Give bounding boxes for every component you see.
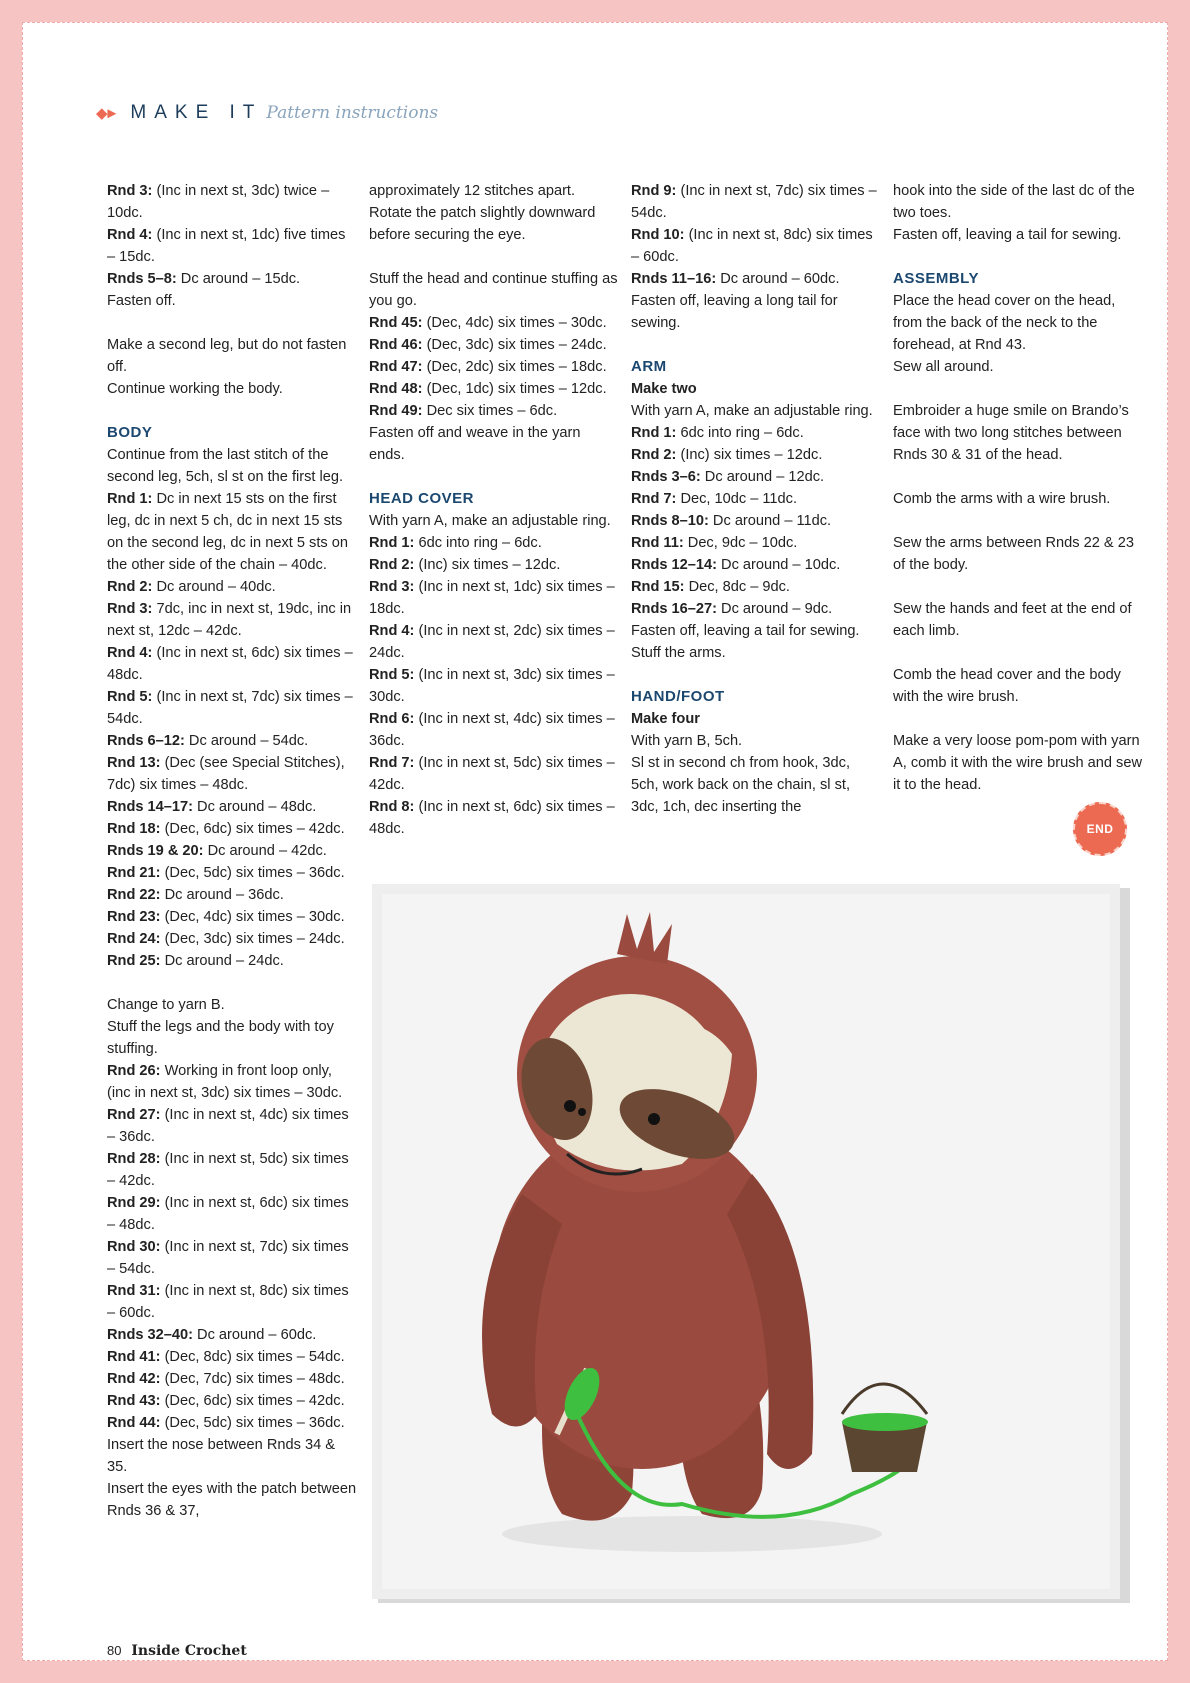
pattern-line (107, 488, 357, 576)
round-label: Rnd 3: (107, 601, 153, 617)
round-label: Rnd 9: (631, 183, 677, 199)
instruction-text: Change to yarn B. (107, 997, 225, 1013)
pattern-line (107, 950, 357, 972)
instruction-text: Fasten off, leaving a long tail for sewing. (631, 293, 838, 331)
instruction-text: hook into the side of the last dc of the two toes. (893, 183, 1135, 221)
pattern-line (107, 334, 357, 378)
paragraph-gap (107, 972, 357, 994)
pattern-line (107, 444, 357, 488)
pattern-line (369, 378, 619, 400)
instruction-text: Dc around – 15dc. (176, 271, 301, 287)
instruction-text: Dc around – 36dc. (160, 887, 284, 903)
instruction-text: (Inc in next st, 4dc) six times – 36dc. (107, 1107, 349, 1145)
pattern-line (631, 730, 881, 752)
instruction-text: Sew the hands and feet at the end of each limb. (893, 601, 1132, 639)
pattern-line (631, 488, 881, 510)
instruction-text: (Dec, 6dc) six times – 42dc. (160, 1393, 345, 1409)
section-subtitle: Pattern instructions (266, 103, 439, 123)
subheading: Make two (631, 381, 697, 397)
round-label: Rnd 29: (107, 1195, 161, 1211)
instruction-text: 6dc into ring – 6dc. (414, 535, 542, 551)
section-heading: HEAD COVER (369, 490, 475, 507)
pattern-line (107, 1346, 357, 1368)
round-label: Rnd 4: (369, 623, 415, 639)
pattern-line (631, 180, 881, 224)
pattern-line (107, 1280, 357, 1324)
instruction-text: Dec six times – 6dc. (422, 403, 558, 419)
instruction-text: Stuff the legs and the body with toy stuffing. (107, 1019, 334, 1057)
pattern-line (893, 664, 1143, 708)
instruction-text: Dc around – 48dc. (192, 799, 317, 815)
instruction-text: 7dc, inc in next st, 19dc, inc in next st, 12dc – 42dc. (107, 601, 352, 639)
round-label: Rnd 2: (107, 579, 153, 595)
page-number: 80 (107, 1643, 122, 1658)
round-label: Rnd 10: (631, 227, 685, 243)
round-label: Rnd 42: (107, 1371, 161, 1387)
round-label: Rnd 27: (107, 1107, 161, 1123)
instruction-text: (Inc in next st, 7dc) six times – 54dc. (107, 689, 353, 727)
instruction-text: (Inc in next st, 6dc) six times – 48dc. (369, 799, 615, 837)
instruction-text: (Dec, 2dc) six times – 18dc. (422, 359, 607, 375)
sloth-illustration (382, 894, 1110, 1589)
round-label: Rnds 12–14: (631, 557, 717, 573)
arrow-icon: ◆► (96, 105, 117, 122)
pattern-line (369, 554, 619, 576)
instruction-text: Fasten off. (107, 293, 176, 309)
instruction-text: Sew the arms between Rnds 22 & 23 of the body. (893, 535, 1134, 573)
round-label: Rnd 31: (107, 1283, 161, 1299)
pattern-line (107, 1060, 357, 1104)
instruction-text: (Inc) six times – 12dc. (676, 447, 823, 463)
paragraph-gap (107, 312, 357, 334)
instruction-text: (Inc in next st, 5dc) six times – 42dc. (369, 755, 615, 793)
round-label: Rnd 21: (107, 865, 161, 881)
pattern-line (107, 1478, 357, 1522)
round-label: Rnd 24: (107, 931, 161, 947)
instruction-text: (Dec, 3dc) six times – 24dc. (160, 931, 345, 947)
page-footer (107, 1642, 247, 1659)
round-label: Rnd 47: (369, 359, 423, 375)
instruction-text: Dc around – 24dc. (160, 953, 284, 969)
instruction-text: Comb the head cover and the body with the wire brush. (893, 667, 1121, 705)
pattern-line (631, 510, 881, 532)
round-label: Rnds 3–6: (631, 469, 701, 485)
instruction-text: Dc in next 15 sts on the first leg, dc in next 5 ch, dc in next 15 sts on the second leg, dc in next 5 sts on the other side of the chain – 40dc. (107, 491, 348, 573)
pattern-line (107, 818, 357, 840)
pattern-line (107, 642, 357, 686)
pattern-line (631, 620, 881, 642)
round-label: Rnd 28: (107, 1151, 161, 1167)
round-label: Rnd 1: (369, 535, 415, 551)
paragraph-gap (893, 378, 1143, 400)
round-label: Rnd 49: (369, 403, 423, 419)
round-label: Rnd 4: (107, 227, 153, 243)
instruction-text: (Inc in next st, 7dc) six times – 54dc. (107, 1239, 349, 1277)
end-badge: END (1073, 802, 1127, 856)
instruction-text: Fasten off, leaving a tail for sewing. (893, 227, 1122, 243)
round-label: Rnds 16–27: (631, 601, 717, 617)
instruction-text: (Inc in next st, 6dc) six times – 48dc. (107, 645, 353, 683)
round-label: Rnd 15: (631, 579, 685, 595)
pattern-line (107, 378, 357, 400)
instruction-text: Make a second leg, but do not fasten off. (107, 337, 347, 375)
instruction-text: (Dec, 4dc) six times – 30dc. (422, 315, 607, 331)
instruction-text: Dc around – 54dc. (184, 733, 309, 749)
pattern-line (369, 334, 619, 356)
instruction-text: Dc around – 40dc. (152, 579, 276, 595)
round-label: Rnd 22: (107, 887, 161, 903)
instruction-text: Working in front loop only, (inc in next st, 3dc) six times – 30dc. (107, 1063, 343, 1101)
pattern-line (631, 598, 881, 620)
pattern-line (631, 224, 881, 268)
text-column-4 (893, 180, 1143, 796)
pattern-line (107, 1016, 357, 1060)
instruction-text: Dec, 8dc – 9dc. (684, 579, 790, 595)
pattern-line (107, 598, 357, 642)
instruction-text: Place the head cover on the head, from the back of the neck to the forehead, at Rnd 43. (893, 293, 1116, 353)
instruction-text: With yarn A, make an adjustable ring. (369, 513, 611, 529)
pattern-line (369, 796, 619, 840)
instruction-text: Comb the arms with a wire brush. (893, 491, 1111, 507)
pattern-line (631, 290, 881, 334)
pattern-line (631, 554, 881, 576)
round-label: Rnd 6: (369, 711, 415, 727)
instruction-text: Stuff the arms. (631, 645, 726, 661)
instruction-text: (Inc in next st, 4dc) six times – 36dc. (369, 711, 615, 749)
pattern-line (107, 180, 357, 224)
instruction-text: Insert the nose between Rnds 34 & 35. (107, 1437, 335, 1475)
round-label: Rnds 8–10: (631, 513, 709, 529)
paragraph-gap (893, 708, 1143, 730)
round-label: Rnd 3: (369, 579, 415, 595)
pattern-line (893, 730, 1143, 796)
pattern-line (893, 180, 1143, 224)
instruction-text: (Dec, 5dc) six times – 36dc. (160, 865, 345, 881)
pattern-line (631, 532, 881, 554)
round-label: Rnd 43: (107, 1393, 161, 1409)
pattern-line (107, 884, 357, 906)
instruction-text: (Inc in next st, 1dc) six times – 18dc. (369, 579, 615, 617)
round-label: Rnd 11: (631, 535, 684, 551)
pattern-line (631, 642, 881, 664)
round-label: Rnd 3: (107, 183, 153, 199)
round-label: Rnd 4: (107, 645, 153, 661)
paragraph-gap (893, 576, 1143, 598)
pattern-line (893, 488, 1143, 510)
instruction-text: Sl st in second ch from hook, 3dc, 5ch, work back on the chain, sl st, 3dc, 1ch, dec inserting the (631, 755, 851, 815)
pattern-line (369, 576, 619, 620)
pattern-line (107, 1324, 357, 1346)
round-label: Rnd 13: (107, 755, 161, 771)
pattern-line (893, 356, 1143, 378)
pattern-line (631, 400, 881, 422)
paragraph-gap (893, 466, 1143, 488)
instruction-text: (Inc in next st, 5dc) six times – 42dc. (107, 1151, 349, 1189)
pattern-line (631, 268, 881, 290)
pattern-line (107, 1434, 357, 1478)
round-label: Rnd 46: (369, 337, 423, 353)
round-label: Rnd 44: (107, 1415, 161, 1431)
instruction-text: Stuff the head and continue stuffing as you go. (369, 271, 618, 309)
instruction-text: (Dec, 7dc) six times – 48dc. (160, 1371, 345, 1387)
paragraph-gap (893, 246, 1143, 268)
paragraph-gap (107, 400, 357, 422)
pattern-line (893, 532, 1143, 576)
instruction-text: (Inc in next st, 7dc) six times – 54dc. (631, 183, 877, 221)
round-label: Rnd 25: (107, 953, 161, 969)
round-label: Rnd 1: (107, 491, 153, 507)
sloth-photo (372, 884, 1120, 1599)
round-label: Rnd 48: (369, 381, 423, 397)
round-label: Rnd 2: (369, 557, 415, 573)
instruction-text: (Inc in next st, 1dc) five times – 15dc. (107, 227, 346, 265)
instruction-text: (Dec, 3dc) six times – 24dc. (422, 337, 607, 353)
instruction-text: Continue working the body. (107, 381, 283, 397)
round-label: Rnd 23: (107, 909, 161, 925)
pattern-line (107, 752, 357, 796)
instruction-text: Dec, 10dc – 11dc. (676, 491, 798, 507)
pattern-line (107, 796, 357, 818)
instruction-text: (Dec, 4dc) six times – 30dc. (160, 909, 345, 925)
instruction-text: (Dec (see Special Stitches), 7dc) six times – 48dc. (107, 755, 345, 793)
round-label: Rnd 41: (107, 1349, 161, 1365)
instruction-text: Dc around – 10dc. (716, 557, 841, 573)
round-label: Rnd 7: (369, 755, 415, 771)
pattern-line (107, 994, 357, 1016)
section-heading: ARM (631, 358, 667, 375)
pattern-line (107, 1104, 357, 1148)
round-label: Rnd 2: (631, 447, 677, 463)
instruction-text: Dc around – 60dc. (716, 271, 840, 287)
instruction-text: 6dc into ring – 6dc. (676, 425, 804, 441)
pattern-line (369, 510, 619, 532)
instruction-text: Dc around – 42dc. (203, 843, 327, 859)
pattern-line (369, 752, 619, 796)
section-title: MAKE IT (130, 102, 263, 123)
instruction-text: (Dec, 5dc) six times – 36dc. (160, 1415, 345, 1431)
pattern-line (369, 268, 619, 312)
instruction-text: Sew all around. (893, 359, 994, 375)
pattern-line (369, 180, 619, 246)
pattern-line (107, 1236, 357, 1280)
pattern-line (631, 752, 881, 818)
round-label: Rnd 7: (631, 491, 677, 507)
instruction-text: Dc around – 11dc. (708, 513, 832, 529)
instruction-text: (Dec, 1dc) six times – 12dc. (422, 381, 607, 397)
pattern-line (631, 422, 881, 444)
instruction-text: Make a very loose pom-pom with yarn A, comb it with the wire brush and sew it to the head. (893, 733, 1143, 793)
pattern-line (893, 224, 1143, 246)
instruction-text: With yarn B, 5ch. (631, 733, 743, 749)
instruction-text: (Inc in next st, 3dc) six times – 30dc. (369, 667, 615, 705)
pattern-line (631, 466, 881, 488)
instruction-text: Dc around – 60dc. (192, 1327, 317, 1343)
round-label: Rnds 19 & 20: (107, 843, 204, 859)
instruction-text: Fasten off and weave in the yarn ends. (369, 425, 581, 463)
pattern-line (893, 290, 1143, 356)
paragraph-gap (369, 246, 619, 268)
pattern-line (107, 1412, 357, 1434)
pattern-line (107, 730, 357, 752)
pattern-line (369, 356, 619, 378)
pattern-line (107, 906, 357, 928)
instruction-text: (Dec, 8dc) six times – 54dc. (160, 1349, 345, 1365)
pattern-line (631, 576, 881, 598)
pattern-line (107, 1390, 357, 1412)
paragraph-gap (893, 510, 1143, 532)
text-column-2 (369, 180, 619, 840)
pattern-line (107, 268, 357, 290)
magazine-page (22, 22, 1168, 1661)
pattern-line (369, 620, 619, 664)
round-label: Rnds 5–8: (107, 271, 177, 287)
pattern-line (107, 290, 357, 312)
round-label: Rnd 30: (107, 1239, 161, 1255)
instruction-text: Embroider a huge smile on Brando’s face with two long stitches between Rnds 30 & 31 of the head. (893, 403, 1129, 463)
paragraph-gap (631, 334, 881, 356)
instruction-text: Fasten off, leaving a tail for sewing. (631, 623, 860, 639)
pattern-line (369, 532, 619, 554)
round-label: Rnd 8: (369, 799, 415, 815)
round-label: Rnds 6–12: (107, 733, 185, 749)
pattern-line (369, 400, 619, 422)
round-label: Rnd 5: (369, 667, 415, 683)
pattern-line (107, 576, 357, 598)
paragraph-gap (369, 466, 619, 488)
pattern-line (107, 862, 357, 884)
section-header (96, 98, 438, 128)
instruction-text: (Inc in next st, 8dc) six times – 60dc. (107, 1283, 349, 1321)
pattern-line (107, 840, 357, 862)
paragraph-gap (631, 664, 881, 686)
magazine-title: Inside Crochet (131, 1643, 247, 1659)
instruction-text: (Dec, 6dc) six times – 42dc. (160, 821, 345, 837)
pattern-line (107, 1368, 357, 1390)
pattern-line (893, 400, 1143, 466)
round-label: Rnds 11–16: (631, 271, 717, 287)
pattern-line (107, 928, 357, 950)
section-heading: HAND/FOOT (631, 688, 725, 705)
instruction-text: With yarn A, make an adjustable ring. (631, 403, 873, 419)
pattern-line (369, 708, 619, 752)
instruction-text: (Inc in next st, 6dc) six times – 48dc. (107, 1195, 349, 1233)
instruction-text: (Inc in next st, 3dc) twice – 10dc. (107, 183, 330, 221)
round-label: Rnd 5: (107, 689, 153, 705)
section-heading: BODY (107, 424, 153, 441)
pattern-line (107, 1192, 357, 1236)
instruction-text: (Inc in next st, 2dc) six times – 24dc. (369, 623, 615, 661)
text-column-3 (631, 180, 881, 818)
text-column-1 (107, 180, 357, 1522)
section-heading: ASSEMBLY (893, 270, 979, 287)
instruction-text: Dc around – 9dc. (716, 601, 833, 617)
pattern-line (369, 664, 619, 708)
round-label: Rnd 1: (631, 425, 677, 441)
pattern-line (107, 1148, 357, 1192)
instruction-text: (Inc) six times – 12dc. (414, 557, 561, 573)
instruction-text: approximately 12 stitches apart. Rotate the patch slightly downward before securing the eye. (369, 183, 596, 243)
instruction-text: Continue from the last stitch of the second leg, 5ch, sl st on the first leg. (107, 447, 344, 485)
instruction-text: Dec, 9dc – 10dc. (683, 535, 798, 551)
round-label: Rnd 18: (107, 821, 161, 837)
round-label: Rnd 45: (369, 315, 423, 331)
pattern-line (631, 444, 881, 466)
pattern-line (893, 598, 1143, 642)
pattern-line (369, 422, 619, 466)
pattern-line (107, 224, 357, 268)
subheading: Make four (631, 711, 700, 727)
pattern-line (107, 686, 357, 730)
round-label: Rnd 26: (107, 1063, 161, 1079)
round-label: Rnds 32–40: (107, 1327, 193, 1343)
round-label: Rnds 14–17: (107, 799, 193, 815)
paragraph-gap (893, 642, 1143, 664)
instruction-text: Insert the eyes with the patch between Rnds 36 & 37, (107, 1481, 357, 1519)
pattern-line (369, 312, 619, 334)
instruction-text: Dc around – 12dc. (700, 469, 825, 485)
instruction-text: (Inc in next st, 8dc) six times – 60dc. (631, 227, 873, 265)
